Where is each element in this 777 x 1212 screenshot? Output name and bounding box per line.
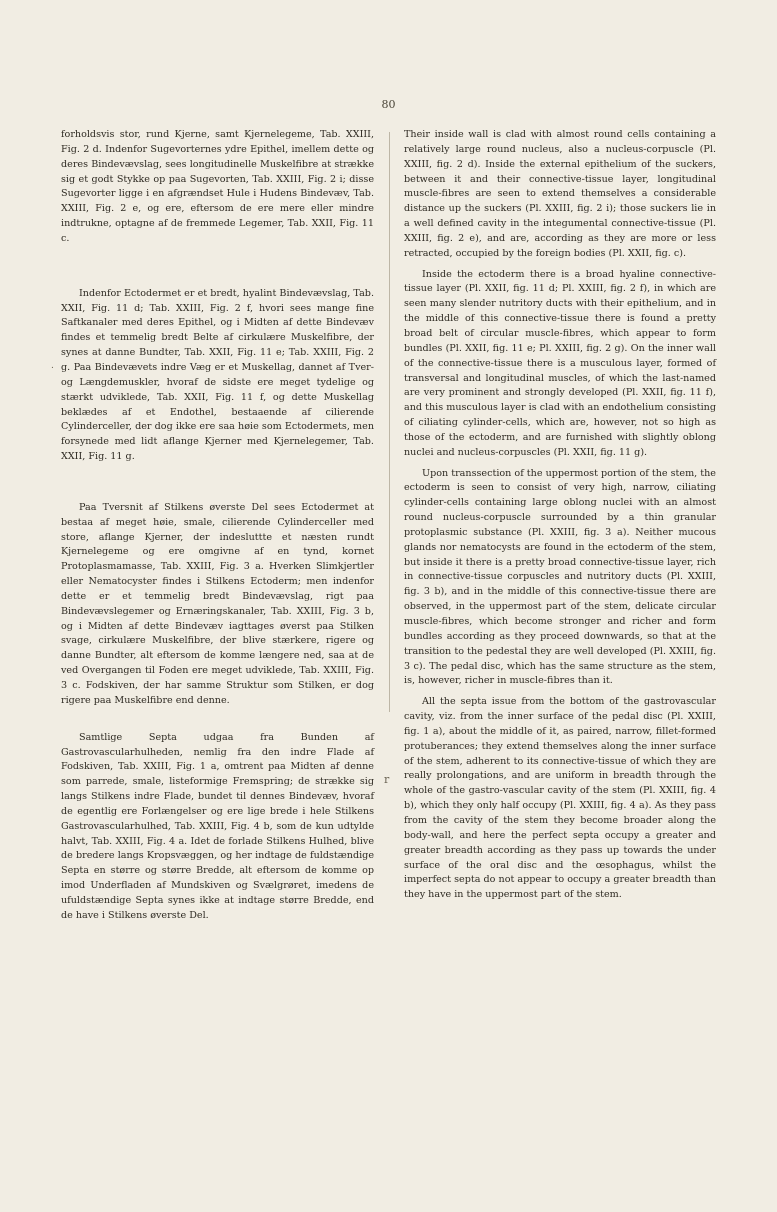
paragraph: forholdsvis stor, rund Kjerne, samt Kjernelegeme, Tab. XXIII, Fig. 2 d. Indenfor Sugevorternes ydre Epithel, imellem dette og deres Bindevævslag, sees longitudinelle Muskelfibre at strække sig et godt Stykke op paa Sugevorten, Tab. XXIII, Fig. 2 i; disse Sugevorter ligge i en afgrændset Hule i Hudens Bindevæv, Tab. XXIII, Fig. 2 e, og ere, eftersom de ere mere eller mindre indtrukne, optagne af de fremmede Legemer, Tab. XXII, Fig. 11 c. xyxy=(61,129,374,244)
page-number: 80 xyxy=(381,98,396,111)
paragraph: Inside the ectoderm there is a broad hyaline connective-tissue layer (Pl. XXII, fig. 11 d; Pl. XXIII, fig. 2 f), in which are seen many slender nutritory ducts with their epithelium, and in the middle of this connective-tissue there is found a pretty broad belt of circular muscle-fibres, which appear to form bundles (Pl. XXII, fig. 11 e; Pl. XXIII, fig. 2 g). On the inner wall of the connective-tissue there is a musculous layer, formed of transversal and longitudinal muscles, of which the last-named are very prominent and strongly developed (Pl. XXII, fig. 11 f), and this musculous layer is clad with an endothelium consisting of ciliating cylinder-cells, which are, however, not so high as those of the ectoderm, and are furnished with slightly oblong nuclei and nucleus-corpuscles (Pl. XXII, fig. 11 g). xyxy=(404,268,716,458)
margin-mark: . xyxy=(51,361,54,371)
english-text-column xyxy=(404,128,716,903)
paragraph: Upon transsection of the uppermost portion of the stem, the ectoderm is seen to consist of very high, narrow, ciliating cylinder-cells containing large oblong nuclei with an almost round nucleus-corpuscle surrounded by a thin granular protoplasmic substance (Pl. XXIII, fig. 3 a). Neither mucous glands nor nematocysts are found in the ectoderm of the stem, but inside it there is a pretty broad connective-tissue layer, rich in connective-tissue corpuscles and nutritory ducts (Pl. XXIII, fig. 3 b), and in the middle of this connective-tissue there are observed, in the uppermost part of the stem, delicate circular muscle-fibres, which become stronger and richer and form bundles according as they proceed downwards, so that at the transition to the pedestal they are well developed (Pl. XXIII, fig. 3 c). The pedal disc, which has the same structure as the stem, is, however, richer in muscle-fibres than it. xyxy=(404,467,716,687)
danish-text-column xyxy=(61,128,374,924)
paragraph: All the septa issue from the bottom of the gastrovascular cavity, viz. from the inner surface of the pedal disc (Pl. XXIII, fig. 1 a), about the middle of it, as paired, narrow, fillet-formed protuberances; they extend themselves along the inner surface of the stem, adherent to its connective-tissue of which they are really prolongations, and are uniform in breadth through the whole of the gastro-vascular cavity of the stem (Pl. XXIII, fig. 4 b), which they only half occupy (Pl. XXIII, fig. 4 a). As they pass from the cavity of the stem they become broader along the body-wall, and here the perfect septa occupy a greater and greater breadth according as they pass up towards the under surface of the oral disc and the œsophagus, whilst the imperfect septa do not appear to occupy a greater breadth than they have in the uppermost part of the stem. xyxy=(404,696,716,901)
margin-mark: r xyxy=(384,773,390,786)
paragraph: Indenfor Ectodermet er et bredt, hyalint Bindevævslag, Tab. XXII, Fig. 11 d; Tab. XXIII, Fig. 2 f, hvori sees mange fine Saftkanaler med deres Epithel, og i Midten af dette Bindevæv findes et temmelig bredt Belte af cirkulære Muskelfibre, der synes at danne Bundter, Tab. XXII, Fig. 11 e; Tab. XXIII, Fig. 2 g. Paa Bindevævets indre Væg er et Muskellag, dannet af Tver- og Længdemuskler, hvoraf de sidste ere meget tydelige og stærkt udviklede, Tab. XXII, Fig. 11 f, og dette Muskellag beklædes af et Endothel, bestaaende af cilierende Cylinderceller, der dog ikke ere saa høie som Ectodermets, men forsynede med lidt aflange Kjerner med Kjernelegemer, Tab. XXII, Fig. 11 g. xyxy=(61,287,374,463)
column-divider xyxy=(389,132,390,712)
paragraph: Paa Tversnit af Stilkens øverste Del sees Ectodermet at bestaa af meget høie, smale, cilierende Cylinderceller med store, aflange Kjerner, der indesluttte et næsten rundt Kjernelegeme og ere omgivne af en tynd, kornet Protoplasmamasse, Tab. XXIII, Fig. 3 a. Hverken Slimkjertler eller Nematocyster findes i Stilkens Ectoderm; men indenfor dette er et temmelig bredt Bindevævslag, rigt paa Bindevævslegemer og Ernæringskanaler, Tab. XXIII, Fig. 3 b, og i Midten af dette Bindevæv iagttages øverst paa Stilken svage, cirkulære Muskelfibre, der blive stærkere, rigere og danne Bundter, alt eftersom de komme længere ned, saa at de ved Overgangen til Foden ere meget udviklede, Tab. XXIII, Fig. 3 c. Fodskiven, der har samme Struktur som Stilken, er dog rigere paa Muskelfibre end denne. xyxy=(61,501,374,706)
paragraph: Their inside wall is clad with almost round cells containing a relatively large round nucleus, also a nucleus-corpuscle (Pl. XXIII, fig. 2 d). Inside the external epithelium of the suckers, between it and their connective-tissue layer, longitudinal muscle-fibres are seen to extend themselves a considerable distance up the suckers (Pl. XXIII, fig. 2 i); those suckers lie in a well defined cavity in the integumental connective-tissue (Pl. XXIII, fig. 2 e), and are, according as they are more or less retracted, occupied by the foreign bodies (Pl. XXII, fig. c). xyxy=(404,129,716,259)
paragraph: Samtlige Septa udgaa fra Bunden af Gastrovascularhulheden, nemlig fra den indre Flade af Fodskiven, Tab. XXIII, Fig. 1 a, omtrent paa Midten af denne som parrede, smale, listeformige Fremspring; de strække sig langs Stilkens indre Flade, bundet til dennes Bindevæv, hvoraf de egentlig ere Forlængelser og ere lige brede i hele Stilkens Gastrovascularhulhed, Tab. XXIII, Fig. 4 b, som de kun udtylde halvt, Tab. XXIII, Fig. 4 a. Idet de forlade Stilkens Hulhed, blive de bredere langs Kropsvæggen, og her indtage de fuldstændige Septa en større og større Bredde, alt eftersom de komme op imod Underfladen af Mundskiven og Svælgrøret, imedens de ufuldstændige Septa synes ikke at indtage større Bredde, end de have i Stilkens øverste Del. xyxy=(61,731,374,921)
